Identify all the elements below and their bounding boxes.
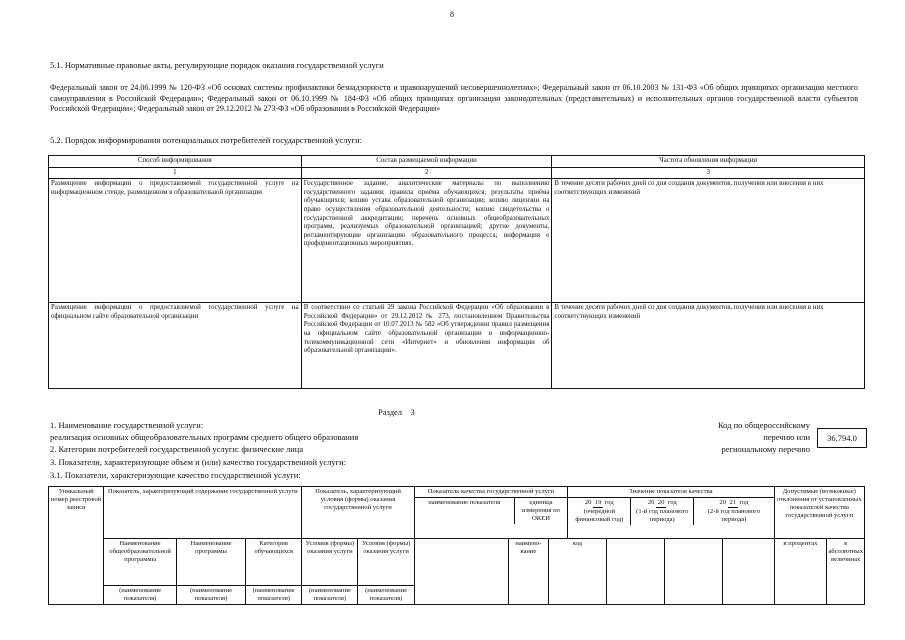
section-3-1-heading: 3.1. Показатели, характеризующие качество государственной услуги:	[50, 470, 301, 480]
content-cell: Государственное задание, аналитические материалы по выполнению государственного задания; правила приёма обучающихся; результаты приёма обучающихся; копию устава образовательной организации; копию лицензии на право осуществления образовательной деятельности; копию свидетельства о государственной аккредитации; перечень основных общеобразовательных программ, реализуемых образовательной организацией; другие документы, регламентирующие организацию образовательного процесса; информация о профориентационных мероприятиях.	[301, 179, 552, 303]
consumer-category: 2. Категории потребителей государственной услуги: физические лица	[50, 444, 304, 454]
section-label: Раздел	[378, 407, 403, 417]
code-label-1: Код по общероссийскому	[717, 420, 810, 430]
conditions-indicator-header: Показатель, характеризующий условия (формы) оказания государственной услуги	[302, 487, 414, 539]
col-number-1: 1	[49, 167, 302, 179]
content-cell: В соответствии со статьей 29 закона Российской Федерации «Об образовании в Российской Федерации» от 29.12.2012 № 273, постановлением Правительства Российской Федерации от 10.07.2013 № 582 «Об утверждении правил размещения на официальном сайте образовательной организации в информационно-телекоммуникационной сети «Интернет» и обновления информации об образовательной организации».	[301, 303, 552, 389]
col-number-3: 3	[552, 167, 865, 179]
year-1-header: 20 19 год (очередной финансовый год)	[568, 498, 631, 525]
code-label-2: перечню или	[763, 432, 810, 442]
frequency-cell: В течение десяти рабочих дней со дня создания документов, получения или внесения в них соответствующих изменений	[552, 303, 865, 389]
quality-indicator-header	[414, 487, 568, 539]
header-frequency: Частота обновления информации	[552, 156, 865, 168]
section-3-heading: 3. Показатели, характеризующие объем и (или) качество государственной услуги:	[50, 457, 347, 467]
section-number: 3	[410, 407, 415, 417]
table-row	[49, 179, 865, 303]
indicator-name-empty	[414, 539, 508, 605]
indicator-name-header: наименование показателя	[415, 498, 515, 524]
frequency-cell: В течение десяти рабочих дней со дня создания документов, получения или внесения в них соответствующих изменений	[552, 179, 865, 303]
registry-number-header: Уникальный номер реестровой записи	[49, 487, 104, 605]
condition-1-col: Условия (формы) оказания услуги (наименование показателя)	[302, 539, 358, 605]
year-1-value	[607, 539, 665, 605]
quality-indicators-table	[48, 486, 865, 605]
program-name-col: Наименование общеобразовательной программы (наименование показателя)	[104, 539, 177, 605]
method-cell: Размещение информации о предоставляемой государственной услуге на информационном стенде, размещенном в образовательной организации	[49, 179, 302, 303]
service-name-label: 1. Наименование государственной услуги:	[50, 420, 204, 430]
header-content: Состав размещаемой информации	[301, 156, 552, 168]
col-number-2: 2	[301, 167, 552, 179]
student-category-col: Категория обучающихся (наименование показателя)	[246, 539, 302, 605]
quality-indicator-title: Показатель качества государственной услуги	[415, 487, 568, 498]
information-table	[48, 155, 865, 389]
deviation-header: Допустимые (возможные) отклонения от установленных показателей качества государственной услуги	[774, 487, 865, 539]
year-2-value	[664, 539, 722, 605]
page-number: 8	[450, 10, 454, 19]
section-5-1-heading: 5.1. Нормативные правовые акты, регулирующие порядок оказания государственной услуги	[50, 60, 384, 70]
indicator-values-title: Значение показателя качества	[568, 487, 773, 498]
service-name-value: реализация основных общеобразовательных программ среднего общего образования	[50, 432, 359, 442]
deviation-absolute-col: в абсолютных величинах	[827, 539, 865, 605]
unit-name-col: наимено-вание	[509, 539, 549, 605]
content-indicator-header: Показатель, характеризующий содержание государственной услуги	[104, 487, 302, 539]
method-cell: Размещение информации о предоставляемой государственной услуге на официальном сайте образовательной организации	[49, 303, 302, 389]
registry-code-box: 36.794.0	[817, 428, 867, 448]
program-col: Наименование программы (наименование показателя)	[176, 539, 245, 605]
legal-acts-text: Федеральный закон от 24.06.1999 № 120-ФЗ «Об основах системы профилактики безнадзорности и правонарушений несовершеннолетних»; Федеральный закон от 06.10.2003 № 131-ФЗ «Об общих принципах организации местного самоуправления в Российской Федерации»; Федеральный закон от 06.10.1999 № 184-ФЗ «Об общих принципах организации законодательных (представительных) и исполнительных органов государственной власти субъектов Российской Федерации»; Федеральный закон от 29.12.2012 № 273-ФЗ «Об образовании в Российской Федерации»	[50, 83, 858, 114]
section-5-2-heading: 5.2. Порядок информирования потенциальных потребителей государственной услуги:	[50, 135, 363, 145]
section-title	[378, 407, 415, 418]
year-2-header: 20 20 год (1-й год планового периода)	[631, 498, 694, 525]
header-method: Способ информирования	[49, 156, 302, 168]
deviation-percent-col: в процентах	[774, 539, 827, 605]
table-row	[49, 303, 865, 389]
code-label-3: региональному перечню	[721, 444, 810, 454]
unit-code-col: код	[548, 539, 606, 605]
condition-2-col: Условия (формы) оказания услуги (наименование показателя)	[358, 539, 414, 605]
unit-header: единица измерения по ОКЕИ	[522, 499, 560, 522]
year-3-header: 20 21 год (2-й год планового периода)	[707, 499, 761, 523]
indicator-values-header	[568, 487, 774, 539]
year-3-value	[722, 539, 774, 605]
